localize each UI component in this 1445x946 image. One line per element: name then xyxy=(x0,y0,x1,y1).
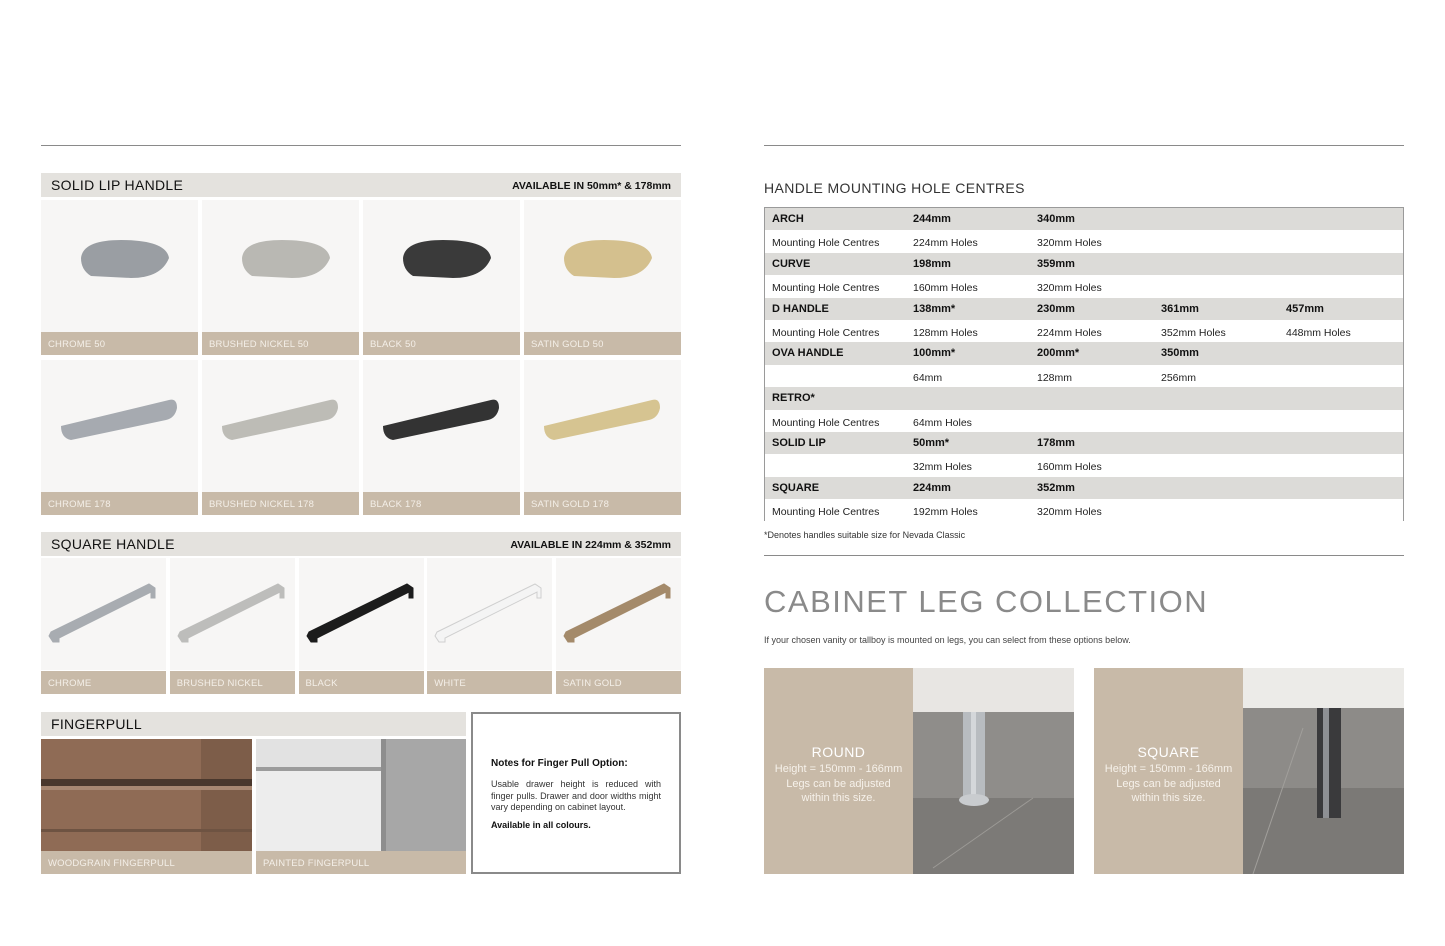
square-handle-tile-2 xyxy=(299,558,424,694)
square-handle-caption: BLACK xyxy=(299,671,424,694)
top-rule-left xyxy=(41,145,681,146)
table-cell: 350mm xyxy=(1161,347,1199,360)
table-cell: Mounting Hole Centres xyxy=(772,506,880,519)
square-handle-image xyxy=(299,558,424,670)
table-row xyxy=(765,477,1403,499)
solid-lip-tile-row2-3 xyxy=(524,360,681,515)
table-row xyxy=(765,253,1403,275)
table-cell: 352mm Holes xyxy=(1161,327,1226,339)
solid-lip-handle-image xyxy=(363,200,520,332)
leg-card-square xyxy=(1094,668,1404,874)
table-cell: 320mm Holes xyxy=(1037,237,1102,250)
solid-lip-handle-image xyxy=(41,200,198,332)
table-cell: 160mm Holes xyxy=(913,282,978,295)
table-cell: Mounting Hole Centres xyxy=(772,327,880,339)
table-cell: 64mm xyxy=(913,371,943,384)
fingerpull-tile-woodgrain xyxy=(41,739,252,874)
solid-lip-handle-image xyxy=(524,200,681,332)
solid-lip-caption: BRUSHED NICKEL 50 xyxy=(202,332,359,355)
solid-lip-tile-row1-1 xyxy=(202,200,359,355)
solid-lip-tile-row1-0 xyxy=(41,200,198,355)
table-cell: 192mm Holes xyxy=(913,506,978,519)
square-handle-availability: AVAILABLE IN 224mm & 352mm xyxy=(510,539,671,551)
square-handle-header xyxy=(41,532,681,556)
solid-lip-caption: BLACK 50 xyxy=(363,332,520,355)
table-row xyxy=(765,342,1403,364)
table-cell: 352mm xyxy=(1037,481,1075,494)
table-cell: 244mm xyxy=(913,213,951,225)
table-cell: 100mm* xyxy=(913,347,956,360)
table-row xyxy=(765,320,1403,342)
fingerpull-tile-painted xyxy=(256,739,466,874)
table-row xyxy=(765,410,1403,432)
solid-lip-caption: CHROME 178 xyxy=(41,492,198,515)
table-cell: 160mm Holes xyxy=(1037,461,1102,474)
table-cell: 320mm Holes xyxy=(1037,506,1102,519)
table-cell: 64mm Holes xyxy=(913,416,972,429)
table-cell: 361mm xyxy=(1161,302,1199,315)
table-footnote: *Denotes handles suitable size for Nevada Classic xyxy=(764,530,966,540)
square-leg-photo xyxy=(1243,668,1404,874)
square-handle-tile-1 xyxy=(170,558,295,694)
table-cell: D HANDLE xyxy=(772,302,829,315)
square-handle-tile-4 xyxy=(556,558,681,694)
notes-title: Notes for Finger Pull Option: xyxy=(491,758,628,769)
leg-round-adjust-1: Legs can be adjusted xyxy=(786,777,891,790)
square-handle-caption: CHROME xyxy=(41,671,166,694)
table-cell: 128mm Holes xyxy=(913,327,978,339)
leg-collection-title: CABINET LEG COLLECTION xyxy=(764,584,1209,619)
mounting-table-title: HANDLE MOUNTING HOLE CENTRES xyxy=(764,180,1025,196)
solid-lip-tile-row1-2 xyxy=(363,200,520,355)
finger-pull-notes-box xyxy=(471,712,681,874)
solid-lip-caption: CHROME 50 xyxy=(41,332,198,355)
solid-lip-handle-image xyxy=(41,360,198,492)
mid-rule-right xyxy=(764,555,1404,556)
table-cell: 128mm xyxy=(1037,371,1073,384)
square-handle-image xyxy=(427,558,552,670)
top-rule-right xyxy=(764,145,1404,146)
table-cell: SQUARE xyxy=(772,481,820,494)
leg-card-round xyxy=(764,668,1074,874)
painted-fingerpull-caption: PAINTED FINGERPULL xyxy=(256,851,466,874)
table-row xyxy=(765,387,1403,409)
leg-square-name: SQUARE xyxy=(1137,744,1200,760)
solid-lip-tile-row1-3 xyxy=(524,200,681,355)
table-row xyxy=(765,298,1403,320)
table-cell: 200mm* xyxy=(1037,347,1080,360)
table-row xyxy=(765,365,1403,387)
table-cell: 230mm xyxy=(1037,302,1075,315)
solid-lip-header xyxy=(41,173,681,197)
solid-lip-title: SOLID LIP HANDLE xyxy=(51,177,184,193)
leg-collection-intro: If your chosen vanity or tallboy is mounted on legs, you can select from these options below. xyxy=(764,635,1131,645)
table-cell: 32mm Holes xyxy=(913,461,972,474)
table-cell: 178mm xyxy=(1037,437,1075,449)
table-cell: 340mm xyxy=(1037,213,1075,225)
table-row xyxy=(765,432,1403,454)
table-cell: 256mm xyxy=(1161,371,1197,384)
square-handle-title: SQUARE HANDLE xyxy=(51,536,175,552)
square-handle-caption: WHITE xyxy=(427,671,552,694)
solid-lip-availability: AVAILABLE IN 50mm* & 178mm xyxy=(512,180,671,192)
square-handle-image xyxy=(41,558,166,670)
fingerpull-title: FINGERPULL xyxy=(51,716,142,732)
square-handle-tile-0 xyxy=(41,558,166,694)
table-row xyxy=(765,454,1403,476)
table-cell: ARCH xyxy=(772,213,804,225)
solid-lip-handle-image xyxy=(524,360,681,492)
leg-round-adjust-2: within this size. xyxy=(801,792,876,804)
solid-lip-handle-image xyxy=(202,360,359,492)
table-row xyxy=(765,230,1403,252)
round-leg-photo xyxy=(913,668,1074,874)
solid-lip-caption: BRUSHED NICKEL 178 xyxy=(202,492,359,515)
table-cell: Mounting Hole Centres xyxy=(772,237,880,250)
table-cell: OVA HANDLE xyxy=(772,347,844,360)
solid-lip-caption: BLACK 178 xyxy=(363,492,520,515)
woodgrain-fingerpull-caption: WOODGRAIN FINGERPULL xyxy=(41,851,252,874)
table-cell: 457mm xyxy=(1286,302,1324,315)
table-cell: SOLID LIP xyxy=(772,437,826,449)
table-cell: Mounting Hole Centres xyxy=(772,282,880,295)
square-handle-caption: SATIN GOLD xyxy=(556,671,681,694)
solid-lip-caption: SATIN GOLD 50 xyxy=(524,332,681,355)
table-cell: 50mm* xyxy=(913,437,950,449)
solid-lip-caption: SATIN GOLD 178 xyxy=(524,492,681,515)
table-cell: RETRO* xyxy=(772,392,815,405)
fingerpull-header xyxy=(41,712,466,736)
table-cell: 198mm xyxy=(913,257,951,270)
leg-round-text xyxy=(764,668,913,874)
table-cell: CURVE xyxy=(772,257,811,270)
leg-round-name: ROUND xyxy=(811,744,866,760)
table-cell: 224mm xyxy=(913,481,951,494)
table-cell: 320mm Holes xyxy=(1037,282,1102,295)
square-handle-caption: BRUSHED NICKEL xyxy=(170,671,295,694)
table-cell: 448mm Holes xyxy=(1286,327,1351,339)
table-row xyxy=(765,275,1403,297)
solid-lip-handle-image xyxy=(202,200,359,332)
solid-lip-tile-row2-2 xyxy=(363,360,520,515)
square-handle-tile-3 xyxy=(427,558,552,694)
leg-square-adjust-2: within this size. xyxy=(1131,792,1206,804)
square-handle-image xyxy=(556,558,681,670)
table-cell: 138mm* xyxy=(913,302,956,315)
notes-body: Usable drawer height is reduced with finger pulls. Drawer and door widths might vary depending on cabinet layout. xyxy=(491,779,661,812)
solid-lip-tile-row2-1 xyxy=(202,360,359,515)
table-row xyxy=(765,499,1403,521)
table-cell: Mounting Hole Centres xyxy=(772,416,880,429)
notes-availability: Available in all colours. xyxy=(491,819,591,830)
table-cell: 224mm Holes xyxy=(1037,327,1102,339)
table-row xyxy=(765,208,1403,230)
solid-lip-tile-row2-0 xyxy=(41,360,198,515)
table-cell: 224mm Holes xyxy=(913,237,978,250)
leg-square-height: Height = 150mm - 166mm xyxy=(1104,763,1233,775)
leg-round-height: Height = 150mm - 166mm xyxy=(774,763,903,775)
leg-square-text xyxy=(1094,668,1243,874)
mounting-hole-table xyxy=(764,207,1404,521)
table-cell: 359mm xyxy=(1037,257,1075,270)
leg-square-adjust-1: Legs can be adjusted xyxy=(1116,777,1221,790)
square-handle-image xyxy=(170,558,295,670)
solid-lip-handle-image xyxy=(363,360,520,492)
